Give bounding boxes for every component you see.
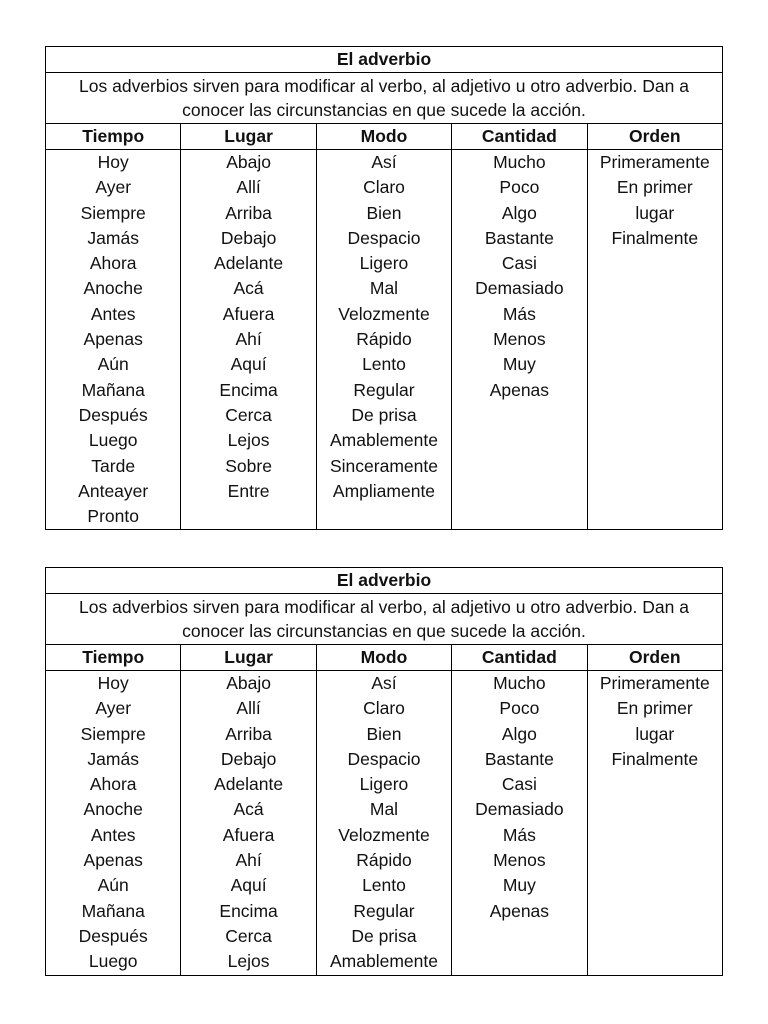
list-item: Siempre (80, 202, 146, 223)
list-item: Claro (363, 177, 405, 198)
adverb-table-1 (45, 46, 722, 530)
list-item: Acá (233, 799, 264, 820)
list-item: Regular (353, 900, 415, 921)
table-title: El adverbio (46, 568, 723, 594)
list-item: Poco (499, 177, 540, 198)
list-item: Acá (233, 278, 264, 299)
list-item: Casi (501, 253, 537, 274)
column-header-tiempo: Tiempo (46, 124, 181, 150)
table-description: Los adverbios sirven para modificar al verbo, al adjetivo u otro adverbio. Dan a conocer las circunstancias en que sucede la acción. (46, 594, 723, 645)
list-item: Hoy (97, 152, 129, 172)
list-item: Ampliamente (332, 480, 436, 501)
list-item: Rápido (356, 850, 412, 871)
list-item: Algo (501, 202, 537, 223)
list-item: Ahora (89, 774, 137, 795)
list-item: Aún (97, 875, 129, 896)
list-item: Muy (502, 354, 536, 375)
column-header-orden: Orden (587, 124, 722, 150)
column-header-modo: Modo (316, 124, 451, 150)
list-item: lugar (635, 202, 675, 223)
list-item: Así (371, 152, 397, 172)
list-item: Pronto (87, 506, 139, 527)
list-item: Claro (363, 698, 405, 719)
table-description: Los adverbios sirven para modificar al verbo, al adjetivo u otro adverbio. Dan a conocer las circunstancias en que sucede la acción. (46, 73, 723, 124)
column-header-cantidad: Cantidad (452, 645, 587, 671)
list-item: Tarde (91, 455, 136, 476)
list-item: Sobre (225, 455, 272, 476)
list-item: Adelante (214, 774, 284, 795)
adverb-table (45, 46, 723, 530)
list-item: Bastante (484, 227, 554, 248)
list-item: Anoche (83, 799, 143, 820)
list-item: Encima (219, 379, 278, 400)
list-item: Algo (501, 723, 537, 744)
list-item: Mal (369, 799, 399, 820)
column-cantidad (452, 150, 587, 530)
list-item: Abajo (226, 152, 271, 172)
list-item: Afuera (222, 303, 275, 324)
list-item: Afuera (222, 824, 275, 845)
list-item: Mañana (81, 900, 145, 921)
column-modo (316, 150, 451, 530)
list-item: Lento (362, 875, 406, 896)
list-item: Primeramente (599, 673, 710, 693)
column-header-orden: Orden (587, 645, 722, 671)
list-item: Despacio (347, 748, 421, 769)
list-item: Adelante (214, 253, 284, 274)
list-item: Sinceramente (329, 455, 438, 476)
list-item: Rápido (356, 329, 412, 350)
list-item: Luego (88, 430, 138, 451)
list-item: Cerca (225, 404, 272, 425)
list-item: Arriba (225, 202, 272, 223)
list-item: Allí (236, 177, 261, 198)
list-item: Menos (493, 329, 546, 350)
list-item: lugar (635, 723, 675, 744)
list-item: Allí (236, 698, 261, 719)
list-item: Anteayer (78, 480, 149, 501)
list-item: Ayer (95, 698, 132, 719)
list-item: En primer (616, 698, 693, 719)
list-item: Aquí (230, 875, 267, 896)
list-item: Ligero (359, 253, 409, 274)
list-item: Cerca (225, 925, 272, 946)
list-item: Despacio (347, 227, 421, 248)
list-item: Después (78, 925, 148, 946)
list-item: Después (78, 404, 148, 425)
column-cantidad (452, 671, 587, 976)
list-item: Entre (227, 480, 270, 501)
column-lugar (181, 671, 316, 976)
list-item: Amablemente (329, 951, 438, 972)
list-item: Menos (493, 850, 546, 871)
list-item: Velozmente (338, 824, 430, 845)
list-item: Muy (502, 875, 536, 896)
list-item: Más (502, 303, 536, 324)
list-item: Aquí (230, 354, 267, 375)
list-item: Bien (366, 723, 402, 744)
column-header-cantidad: Cantidad (452, 124, 587, 150)
list-item: Debajo (220, 227, 277, 248)
list-item: Primeramente (599, 152, 710, 172)
list-item: Mucho (493, 673, 546, 693)
adverb-table-2 (45, 567, 722, 976)
list-item: Encima (219, 900, 278, 921)
list-item: Poco (499, 698, 540, 719)
list-item: Regular (353, 379, 415, 400)
list-item: De prisa (351, 404, 417, 425)
list-item: Mal (369, 278, 399, 299)
column-header-tiempo: Tiempo (46, 645, 181, 671)
column-tiempo (46, 150, 181, 530)
list-item: Finalmente (611, 227, 699, 248)
list-item: Casi (501, 774, 537, 795)
list-item: Aún (97, 354, 129, 375)
list-item: Velozmente (338, 303, 430, 324)
list-item: Antes (90, 824, 136, 845)
list-item: Siempre (80, 723, 146, 744)
column-orden (587, 150, 722, 530)
list-item: Ahora (89, 253, 137, 274)
list-item: Antes (90, 303, 136, 324)
list-item: Apenas (489, 379, 550, 400)
list-item: Demasiado (475, 799, 564, 820)
list-item: Jamás (87, 748, 139, 769)
list-item: Arriba (225, 723, 272, 744)
list-item: Así (371, 673, 397, 693)
list-item: Bien (366, 202, 402, 223)
adverb-table (45, 567, 723, 976)
list-item: Demasiado (475, 278, 564, 299)
column-header-lugar: Lugar (181, 124, 316, 150)
list-item: Mañana (81, 379, 145, 400)
column-orden (587, 671, 722, 976)
list-item: De prisa (351, 925, 417, 946)
list-item: Apenas (83, 850, 143, 871)
list-item: Lejos (227, 951, 270, 972)
list-item: Hoy (97, 673, 129, 693)
list-item: Anoche (83, 278, 143, 299)
column-modo (316, 671, 451, 976)
list-item: Luego (88, 951, 138, 972)
list-item: Amablemente (329, 430, 438, 451)
list-item: Ayer (95, 177, 132, 198)
list-item: Debajo (220, 748, 277, 769)
list-item: Lento (362, 354, 406, 375)
column-lugar (181, 150, 316, 530)
list-item: Jamás (87, 227, 139, 248)
list-item: Lejos (227, 430, 270, 451)
list-item: Ahí (235, 329, 262, 350)
list-item: Mucho (493, 152, 546, 172)
list-item: Abajo (226, 673, 271, 693)
list-item: Ligero (359, 774, 409, 795)
column-header-modo: Modo (316, 645, 451, 671)
list-item: En primer (616, 177, 693, 198)
list-item: Más (502, 824, 536, 845)
column-header-lugar: Lugar (181, 645, 316, 671)
list-item: Bastante (484, 748, 554, 769)
list-item: Ahí (235, 850, 262, 871)
table-title: El adverbio (46, 47, 723, 73)
list-item: Apenas (83, 329, 143, 350)
list-item: Apenas (489, 900, 550, 921)
list-item: Finalmente (611, 748, 699, 769)
column-tiempo (46, 671, 181, 976)
